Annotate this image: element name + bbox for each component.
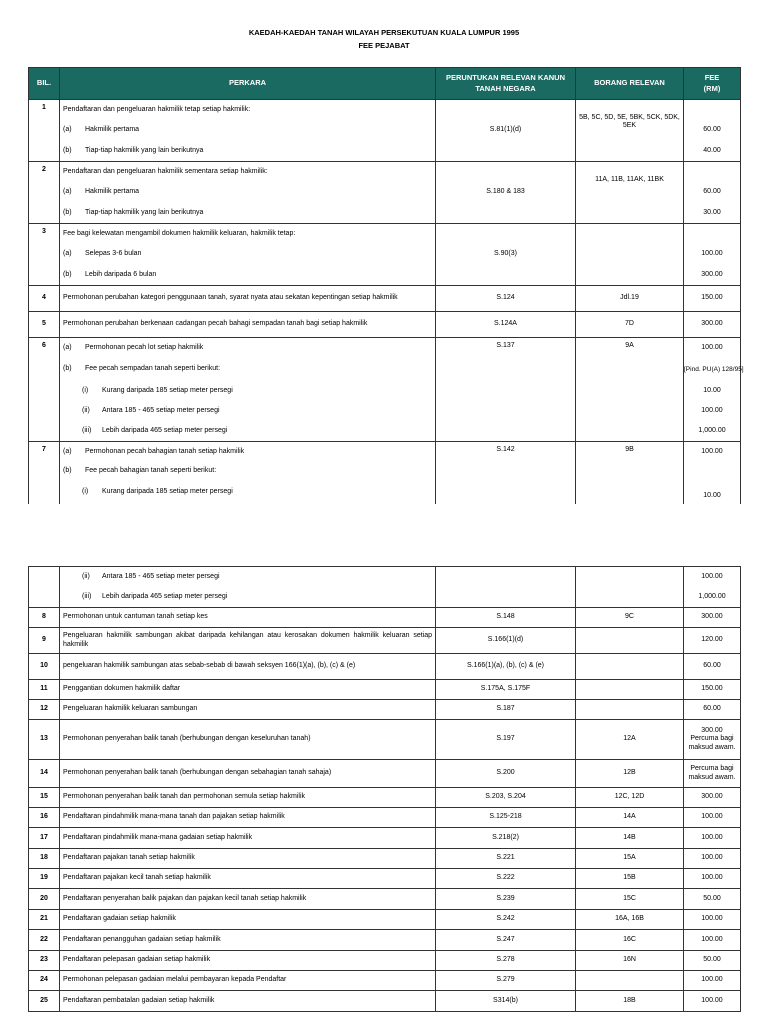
item-label: (ii)	[82, 573, 90, 581]
row-section: S.242	[436, 910, 576, 930]
table-row	[29, 930, 741, 951]
row-section: S.200	[436, 760, 576, 788]
item-label: (b)	[63, 270, 72, 278]
row-number: 16	[29, 808, 60, 828]
row-number: 6	[29, 338, 60, 442]
row-number: 15	[29, 788, 60, 808]
item-text: Lebih daripada 465 setiap meter persegi	[102, 427, 228, 435]
row-description: Permohonan penyerahan balik tanah (berhubungan dengan keseluruhan tanah)	[60, 720, 436, 760]
item-text: Kurang daripada 185 setiap meter persegi	[102, 387, 233, 395]
row-form: 14B	[576, 828, 684, 849]
row-section: S.222	[436, 869, 576, 889]
table-row	[29, 162, 741, 182]
item-text: Tiap-tiap hakmilik yang lain berikutnya	[85, 146, 204, 154]
row-section: S.137	[436, 338, 576, 442]
row-form	[576, 680, 684, 700]
row-number: 9	[29, 628, 60, 654]
table-row	[29, 971, 741, 991]
table-row	[29, 608, 741, 628]
row-form: 9B	[576, 442, 684, 504]
row-fee: 300.00	[684, 265, 741, 286]
row-fee: 60.00	[684, 120, 741, 141]
row-form: 16N	[576, 951, 684, 971]
row-subitem	[60, 244, 436, 265]
row-section: S.148	[436, 608, 576, 628]
table-row	[29, 910, 741, 930]
row-description: Pendaftaran gadaian setiap hakmilik	[60, 910, 436, 930]
row-subitem	[60, 182, 436, 203]
row-number: 4	[29, 286, 60, 312]
header-perkara: PERKARA	[60, 68, 436, 100]
row-number: 11	[29, 680, 60, 700]
item-label: (b)	[63, 146, 72, 154]
row-number: 20	[29, 889, 60, 910]
row-section: S.279	[436, 971, 576, 991]
row-section: S314(b)	[436, 991, 576, 1012]
header-borang: BORANG RELEVAN	[576, 68, 684, 100]
row-form: 12C, 12D	[576, 788, 684, 808]
row-fee	[684, 162, 741, 182]
row-subitem	[60, 120, 436, 141]
row-fee: 100.00	[684, 828, 741, 849]
row-fee: 60.00	[684, 700, 741, 720]
row-fee: 100.00	[684, 849, 741, 869]
row-description: Pengeluaran hakmilik sambungan akibat daripada kehilangan atau kerosakan dokumen hakmilik keluaran setiap hakmilik	[60, 628, 436, 654]
row-fee: 100.00	[684, 244, 741, 265]
header-bil: BIL.	[29, 68, 60, 100]
row-subitem	[60, 203, 436, 224]
item-text: Antara 185 - 465 setiap meter persegi	[102, 573, 220, 581]
document-title: KAEDAH-KAEDAH TANAH WILAYAH PERSEKUTUAN KUALA LUMPUR 1995	[248, 28, 520, 37]
row-number: 10	[29, 654, 60, 680]
row-section: S.90(3)	[436, 224, 576, 286]
row-fee: 1,000.00	[684, 422, 741, 442]
table-row	[29, 889, 741, 910]
row-description: Pendaftaran pelepasan gadaian setiap hakmilik	[60, 951, 436, 971]
item-label: (iii)	[82, 427, 92, 435]
row-number: 24	[29, 971, 60, 991]
row-form	[576, 654, 684, 680]
row-form: 7D	[576, 312, 684, 338]
row-number: 23	[29, 951, 60, 971]
item-label: (i)	[82, 488, 89, 496]
row-form: 16C	[576, 930, 684, 951]
row-description: Pendaftaran penangguhan gadaian setiap hakmilik	[60, 930, 436, 951]
row-description: Pendaftaran pindahmilik mana-mana tanah dan pajakan setiap hakmilik	[60, 808, 436, 828]
row-description: Pendaftaran pembatalan gadaian setiap hakmilik	[60, 991, 436, 1012]
row-section: S.175A, S.175F	[436, 680, 576, 700]
row-fee: 10.00	[684, 382, 741, 402]
table-row	[29, 628, 741, 654]
row-section: S.239	[436, 889, 576, 910]
row-fee: 100.00	[684, 971, 741, 991]
row-form: 16A, 16B	[576, 910, 684, 930]
row-number: 5	[29, 312, 60, 338]
row-description: Permohonan penyerahan balik tanah dan permohonan semula setiap hakmilik	[60, 788, 436, 808]
table-row	[29, 100, 741, 120]
item-text: Hakmilik pertama	[85, 187, 140, 195]
row-subitem	[60, 588, 436, 608]
fee-table-page-1	[28, 67, 744, 504]
row-subitem	[60, 338, 436, 358]
row-description: Fee bagi kelewatan mengambil dokumen hakmilik keluaran, hakmilik tetap:	[60, 224, 436, 244]
item-label: (b)	[63, 208, 72, 216]
row-description: Pendaftaran pajakan tanah setiap hakmilik	[60, 849, 436, 869]
row-subitem	[60, 141, 436, 162]
row-form: 15B	[576, 869, 684, 889]
row-fee: 100.00	[684, 930, 741, 951]
table-row	[29, 760, 741, 788]
row-section: S.166(1)(a), (b), (c) & (e)	[436, 654, 576, 680]
row-section: S.187	[436, 700, 576, 720]
item-text: Hakmilik pertama	[85, 125, 140, 133]
item-text: Kurang daripada 185 setiap meter persegi	[102, 488, 233, 496]
item-text: Fee pecah bahagian tanah seperti berikut:	[85, 467, 217, 475]
row-fee: 150.00	[684, 680, 741, 700]
row-fee: 100.00	[684, 869, 741, 889]
row-number	[29, 567, 60, 608]
row-form: 12B	[576, 760, 684, 788]
row-number: 3	[29, 224, 60, 286]
header-fee: FEE (RM)	[684, 68, 741, 100]
row-number: 17	[29, 828, 60, 849]
item-text: Permohonan pecah bahagian tanah setiap hakmilik	[85, 447, 245, 455]
row-fee: 100.00	[684, 402, 741, 422]
row-section: S.180 & 183	[436, 162, 576, 224]
item-text: Permohonan pecah lot setiap hakmilik	[85, 343, 204, 351]
row-section: S.142	[436, 442, 576, 504]
row-fee: 300.00	[684, 608, 741, 628]
row-form: 9C	[576, 608, 684, 628]
row-section: S.221	[436, 849, 576, 869]
row-fee: 40.00	[684, 141, 741, 162]
row-number: 22	[29, 930, 60, 951]
row-subitem	[60, 482, 436, 504]
table-row	[29, 224, 741, 244]
item-label: (b)	[63, 467, 72, 475]
table-row	[29, 991, 741, 1012]
row-fee: 10.00	[684, 482, 741, 504]
table-row	[29, 808, 741, 828]
row-number: 2	[29, 162, 60, 224]
row-fee: 1,000.00	[684, 588, 741, 608]
row-number: 19	[29, 869, 60, 889]
row-fee: 300.00	[684, 788, 741, 808]
row-form: 15C	[576, 889, 684, 910]
item-label: (a)	[63, 343, 72, 351]
row-form: 5B, 5C, 5D, 5E, 5BK, 5CK, 5DK, 5EK	[576, 100, 684, 162]
table-row	[29, 828, 741, 849]
item-text: Lebih daripada 6 bulan	[85, 270, 157, 278]
row-fee: 150.00	[684, 286, 741, 312]
table-row	[29, 654, 741, 680]
row-subitem	[60, 567, 436, 588]
row-number: 7	[29, 442, 60, 504]
item-text: Lebih daripada 465 setiap meter persegi	[102, 593, 228, 601]
row-fee: 50.00	[684, 889, 741, 910]
row-description: Permohonan penyerahan balik tanah (berhubungan dengan sebahagian tanah sahaja)	[60, 760, 436, 788]
row-fee: [Pind. PU(A) 128/95]	[684, 358, 741, 382]
table-row	[29, 338, 741, 358]
item-label: (i)	[82, 387, 89, 395]
header-peruntukan: PERUNTUKAN RELEVAN KANUN TANAH NEGARA	[436, 68, 576, 100]
table-row	[29, 700, 741, 720]
row-description: Permohonan untuk cantuman tanah setiap kes	[60, 608, 436, 628]
table-row	[29, 849, 741, 869]
table-row	[29, 442, 741, 462]
row-fee: 100.00	[684, 567, 741, 588]
row-subitem	[60, 462, 436, 482]
row-description: pengeluaran hakmilik sambungan atas sebab-sebab di bawah seksyen 166(1)(a), (b), (c) & (e)	[60, 654, 436, 680]
row-description: Pendaftaran pajakan kecil tanah setiap hakmilik	[60, 869, 436, 889]
row-fee: 300.00	[684, 312, 741, 338]
document-subtitle: FEE PEJABAT	[358, 41, 410, 50]
row-description: Permohonan perubahan berkenaan cadangan pecah bahagi sempadan tanah bagi setiap hakmilik	[60, 312, 436, 338]
row-number: 12	[29, 700, 60, 720]
row-fee: 30.00	[684, 203, 741, 224]
row-fee: 60.00	[684, 182, 741, 203]
row-fee: 120.00	[684, 628, 741, 654]
table-row	[29, 567, 741, 588]
row-description: Pendaftaran dan pengeluaran hakmilik sementara setiap hakmilik:	[60, 162, 436, 182]
row-section: S.125-218	[436, 808, 576, 828]
row-section: S.124	[436, 286, 576, 312]
row-fee	[684, 224, 741, 244]
row-number: 25	[29, 991, 60, 1012]
row-fee: 300.00 Percuma bagi maksud awam.	[684, 720, 741, 760]
fee-table-page-2	[28, 566, 741, 1012]
row-subitem	[60, 422, 436, 442]
table-row	[29, 788, 741, 808]
row-number: 18	[29, 849, 60, 869]
row-form: 14A	[576, 808, 684, 828]
row-form: 12A	[576, 720, 684, 760]
row-section	[436, 567, 576, 608]
table-row	[29, 869, 741, 889]
row-form: 18B	[576, 991, 684, 1012]
row-form	[576, 628, 684, 654]
item-label: (b)	[63, 365, 72, 373]
row-description: Pendaftaran penyerahan balik pajakan dan pajakan kecil tanah setiap hakmilik	[60, 889, 436, 910]
item-label: (iii)	[82, 593, 92, 601]
row-subitem	[60, 265, 436, 286]
row-description: Pengeluaran hakmilik keluaran sambungan	[60, 700, 436, 720]
item-label: (a)	[63, 187, 72, 195]
row-fee: 100.00	[684, 910, 741, 930]
item-text: Antara 185 - 465 setiap meter persegi	[102, 407, 220, 415]
row-description: Pendaftaran dan pengeluaran hakmilik tetap setiap hakmilik:	[60, 100, 436, 120]
item-text: Tiap-tiap hakmilik yang lain berikutnya	[85, 208, 204, 216]
row-fee: 60.00	[684, 654, 741, 680]
row-section: S.124A	[436, 312, 576, 338]
item-label: (a)	[63, 249, 72, 257]
row-form: 9A	[576, 338, 684, 442]
row-fee: Percuma bagi maksud awam.	[684, 760, 741, 788]
row-fee: 100.00	[684, 991, 741, 1012]
row-fee: 100.00	[684, 442, 741, 462]
row-section: S.278	[436, 951, 576, 971]
row-form: 11A, 11B, 11AK, 11BK	[576, 162, 684, 224]
row-section: S.203, S.204	[436, 788, 576, 808]
row-section: S.218(2)	[436, 828, 576, 849]
item-label: (ii)	[82, 407, 90, 415]
row-description: Pendaftaran pindahmilik mana-mana gadaian setiap hakmilik	[60, 828, 436, 849]
row-number: 1	[29, 100, 60, 162]
item-label: (a)	[63, 447, 72, 455]
table-row	[29, 680, 741, 700]
row-number: 14	[29, 760, 60, 788]
row-fee: 50.00	[684, 951, 741, 971]
row-description: Penggantian dokumen hakmilik daftar	[60, 680, 436, 700]
row-section: S.197	[436, 720, 576, 760]
row-fee	[684, 100, 741, 120]
table-row	[29, 951, 741, 971]
item-text: Selepas 3-6 bulan	[85, 249, 142, 257]
row-description: Permohonan perubahan kategori penggunaan tanah, syarat nyata atau sekatan kepentingan setiap hakmilik	[60, 286, 436, 312]
table-row	[29, 286, 741, 312]
row-number: 13	[29, 720, 60, 760]
table-row	[29, 720, 741, 760]
row-subitem	[60, 402, 436, 422]
row-number: 21	[29, 910, 60, 930]
row-form	[576, 971, 684, 991]
table-row	[29, 312, 741, 338]
row-form: 15A	[576, 849, 684, 869]
row-section: S.166(1)(d)	[436, 628, 576, 654]
row-section: S.81(1)(d)	[436, 100, 576, 162]
row-form: Jdl.19	[576, 286, 684, 312]
row-fee: 100.00	[684, 808, 741, 828]
row-description: Permohonan pelepasan gadaian melalui pembayaran kepada Pendaftar	[60, 971, 436, 991]
item-label: (a)	[63, 125, 72, 133]
row-subitem	[60, 442, 436, 462]
row-form	[576, 700, 684, 720]
row-subitem	[60, 358, 436, 382]
row-section: S.247	[436, 930, 576, 951]
row-fee: 100.00	[684, 338, 741, 358]
row-form	[576, 224, 684, 286]
row-fee	[684, 462, 741, 482]
row-subitem	[60, 382, 436, 402]
row-number: 8	[29, 608, 60, 628]
row-form	[576, 567, 684, 608]
item-text: Fee pecah sempadan tanah seperti berikut:	[85, 365, 221, 373]
